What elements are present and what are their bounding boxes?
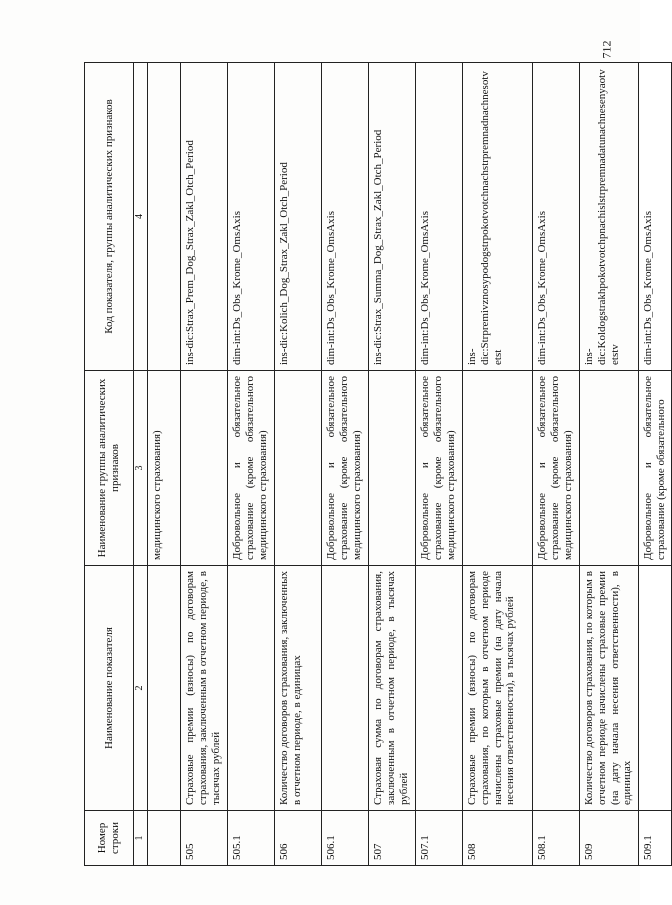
- row-number: [148, 811, 181, 866]
- group-name: Добровольное и обязательное страхование (кроме обязательного: [639, 371, 672, 566]
- group-name: [275, 371, 322, 566]
- indicator-name: Количество договоров страхования, заключенных в отчетном периоде, в единицах: [275, 566, 322, 811]
- indicator-name: [639, 566, 672, 811]
- table-row: [228, 63, 275, 866]
- group-name: [369, 371, 416, 566]
- column-number: 2: [134, 566, 148, 811]
- indicator-code: ins-dic:Strax_Prem_Dog_Strax_Zakl_Otch_Period: [181, 63, 228, 371]
- indicator-code: ins-dic:Koldogstrakhpokotvotchpnachislstrpremnadatunachnesenyaotvetstv: [580, 63, 639, 371]
- indicator-name: [416, 566, 463, 811]
- indicator-name: [228, 566, 275, 811]
- row-number: 506: [275, 811, 322, 866]
- indicator-code: ins-dic:Strpremivznosypodogstrpokotvotchnachstrpremnadnachnesotvetst: [463, 63, 533, 371]
- table-row: [275, 63, 322, 866]
- column-number-row: [134, 63, 148, 866]
- indicator-name: Страховые премии (взносы) по договорам страхования, заключенным в отчетном периоде, в тысячах рублей: [181, 566, 228, 811]
- row-number: 506.1: [322, 811, 369, 866]
- row-number: 507.1: [416, 811, 463, 866]
- indicator-table: [84, 62, 672, 866]
- group-name: [580, 371, 639, 566]
- indicator-name: Страховые премии (взносы) по договорам страхования, по которым в отчетном периоде начислены страховые премии (на дату начала несения ответственности), в тысячах рублей: [463, 566, 533, 811]
- row-number: 509.1: [639, 811, 672, 866]
- group-name: Добровольное и обязательное страхование (кроме обязательного медицинского страхования): [228, 371, 275, 566]
- table-row: [533, 63, 580, 866]
- table-row: [463, 63, 533, 866]
- indicator-name: Количество договоров страхования, по которым в отчетном периоде начислены страховые премии (на дату начала несения ответственности), в единицах: [580, 566, 639, 811]
- group-name: [181, 371, 228, 566]
- table-row: [181, 63, 228, 866]
- row-number: 505.1: [228, 811, 275, 866]
- group-name: медицинского страхования): [148, 371, 181, 566]
- table-row: [580, 63, 639, 866]
- header-row-number: Номер строки: [85, 811, 134, 866]
- indicator-name: [533, 566, 580, 811]
- row-number: 505: [181, 811, 228, 866]
- rotated-table-container: [84, 63, 667, 866]
- row-number: 508: [463, 811, 533, 866]
- indicator-name: [322, 566, 369, 811]
- table-row: [416, 63, 463, 866]
- table-row: [322, 63, 369, 866]
- header-code: Код показателя, группы аналитических признаков: [85, 63, 134, 371]
- group-name: Добровольное и обязательное страхование (кроме обязательного медицинского страхования): [322, 371, 369, 566]
- indicator-code: dim-int:Ds_Obs_Krome_OmsAxis: [228, 63, 275, 371]
- table-row: [369, 63, 416, 866]
- indicator-code: dim-int:Ds_Obs_Krome_OmsAxis: [416, 63, 463, 371]
- row-number: 509: [580, 811, 639, 866]
- group-name: [463, 371, 533, 566]
- table-header-row: [85, 63, 134, 866]
- indicator-code: dim-int:Ds_Obs_Krome_OmsAxis: [533, 63, 580, 371]
- indicator-code: [148, 63, 181, 371]
- indicator-code: ins-dic:Strax_Summa_Dog_Strax_Zakl_Otch_Period: [369, 63, 416, 371]
- column-number: 1: [134, 811, 148, 866]
- indicator-code: dim-int:Ds_Obs_Krome_OmsAxis: [639, 63, 672, 371]
- indicator-code: ins-dic:Kolich_Dog_Strax_Zakl_Otch_Period: [275, 63, 322, 371]
- group-name: Добровольное и обязательное страхование (кроме обязательного медицинского страхования): [416, 371, 463, 566]
- indicator-name: [148, 566, 181, 811]
- indicator-code: dim-int:Ds_Obs_Krome_OmsAxis: [322, 63, 369, 371]
- row-number: 507: [369, 811, 416, 866]
- header-indicator-name: Наименование показателя: [85, 566, 134, 811]
- column-number: 4: [134, 63, 148, 371]
- column-number: 3: [134, 371, 148, 566]
- page-number: 712: [599, 40, 614, 59]
- table-row: [639, 63, 672, 866]
- row-number: 508.1: [533, 811, 580, 866]
- group-name: Добровольное и обязательное страхование (кроме обязательного медицинского страхования): [533, 371, 580, 566]
- header-group-name: Наименование группы аналитических признаков: [85, 371, 134, 566]
- indicator-name: Страховая сумма по договорам страхования, заключенным в отчетном периоде, в тысячах рублей: [369, 566, 416, 811]
- table-row: [148, 63, 181, 866]
